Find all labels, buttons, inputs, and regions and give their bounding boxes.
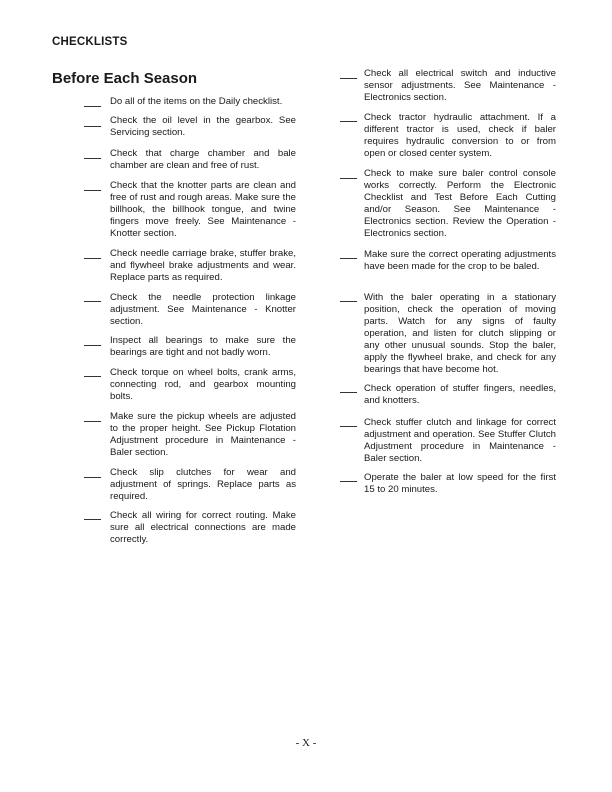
checkbox-blank[interactable] — [84, 345, 101, 346]
checklist-item-text: Check the oil level in the gearbox. See Servicing section. — [110, 115, 296, 138]
checklist-item-text: Check stuffer clutch and linkage for correct adjustment and operation. See Stuffer Clutch Adjustment procedure in Maintenance - Baler section. — [364, 417, 556, 464]
checkbox-blank[interactable] — [340, 392, 357, 393]
checkbox-blank[interactable] — [340, 121, 357, 122]
section-title: CHECKLISTS — [52, 36, 128, 48]
checklist-item-text: Inspect all bearings to make sure the bearings are tight and not badly worn. — [110, 335, 296, 358]
page-heading: Before Each Season — [52, 70, 198, 87]
checklist-item-text: Do all of the items on the Daily checklist. — [110, 96, 283, 107]
checklist-item-text: Check operation of stuffer fingers, needles, and knotters. — [364, 383, 556, 406]
checkbox-blank[interactable] — [84, 301, 101, 302]
checkbox-blank[interactable] — [340, 178, 357, 179]
checklist-item-text: Check that the knotter parts are clean and free of rust and rough areas. Make sure the billhook, the billhook tongue, and twine fingers move freely. See Maintenance - Knotter section. — [110, 180, 296, 239]
checkbox-blank[interactable] — [84, 190, 101, 191]
checkbox-blank[interactable] — [340, 301, 357, 302]
checkbox-blank[interactable] — [84, 376, 101, 377]
checklist-item-text: Check all wiring for correct routing. Make sure all electrical connections are made correctly. — [110, 510, 296, 545]
checkbox-blank[interactable] — [84, 106, 101, 107]
page-number: - X - — [295, 737, 317, 749]
checklist-item-text: Check torque on wheel bolts, crank arms, connecting rod, and gearbox mounting bolts. — [110, 367, 296, 402]
checkbox-blank[interactable] — [84, 158, 101, 159]
checklist-item-text: Check the needle protection linkage adjustment. See Maintenance - Knotter section. — [110, 292, 296, 327]
checkbox-blank[interactable] — [340, 78, 357, 79]
checkbox-blank[interactable] — [84, 477, 101, 478]
checkbox-blank[interactable] — [84, 519, 101, 520]
checklist-item-text: Check tractor hydraulic attachment. If a different tractor is used, check if baler requires hydraulic conversion to or from open or closed center system. — [364, 112, 556, 159]
checklist-item-text: Check slip clutches for wear and adjustment of springs. Replace parts as required. — [110, 467, 296, 502]
checkbox-blank[interactable] — [340, 426, 357, 427]
checkbox-blank[interactable] — [340, 481, 357, 482]
checklist-item-text: Check all electrical switch and inductive sensor adjustments. See Maintenance - Electronics section. — [364, 68, 556, 103]
checklist-item-text: Make sure the pickup wheels are adjusted to the proper height. See Pickup Flotation Adjustment procedure in Maintenance - Baler section. — [110, 411, 296, 458]
checkbox-blank[interactable] — [84, 126, 101, 127]
checkbox-blank[interactable] — [84, 421, 101, 422]
checklist-item-text: Check to make sure baler control console works correctly. Perform the Electronic Checklist and Test Before Each Cutting and/or Season. See Maintenance - Electronics section. Review the Operation - Electronics section. — [364, 168, 556, 239]
checklist-item-text: Check that charge chamber and bale chamber are clean and free of rust. — [110, 148, 296, 171]
checkbox-blank[interactable] — [84, 258, 101, 259]
checklist-item-text: Make sure the correct operating adjustments have been made for the crop to be baled. — [364, 249, 556, 272]
checklist-item-text: Operate the baler at low speed for the first 15 to 20 minutes. — [364, 472, 556, 495]
checkbox-blank[interactable] — [340, 258, 357, 259]
checklist-item-text: With the baler operating in a stationary position, check the operation of moving parts. Watch for any signs of faulty operation, and listen for clutch slipping or any other unusual sounds. Stop the baler, apply the flywheel brake, and check for any bearings that have become hot. — [364, 292, 556, 375]
checklist-item-text: Check needle carriage brake, stuffer brake, and flywheel brake adjustments and wear. Replace parts as required. — [110, 248, 296, 283]
